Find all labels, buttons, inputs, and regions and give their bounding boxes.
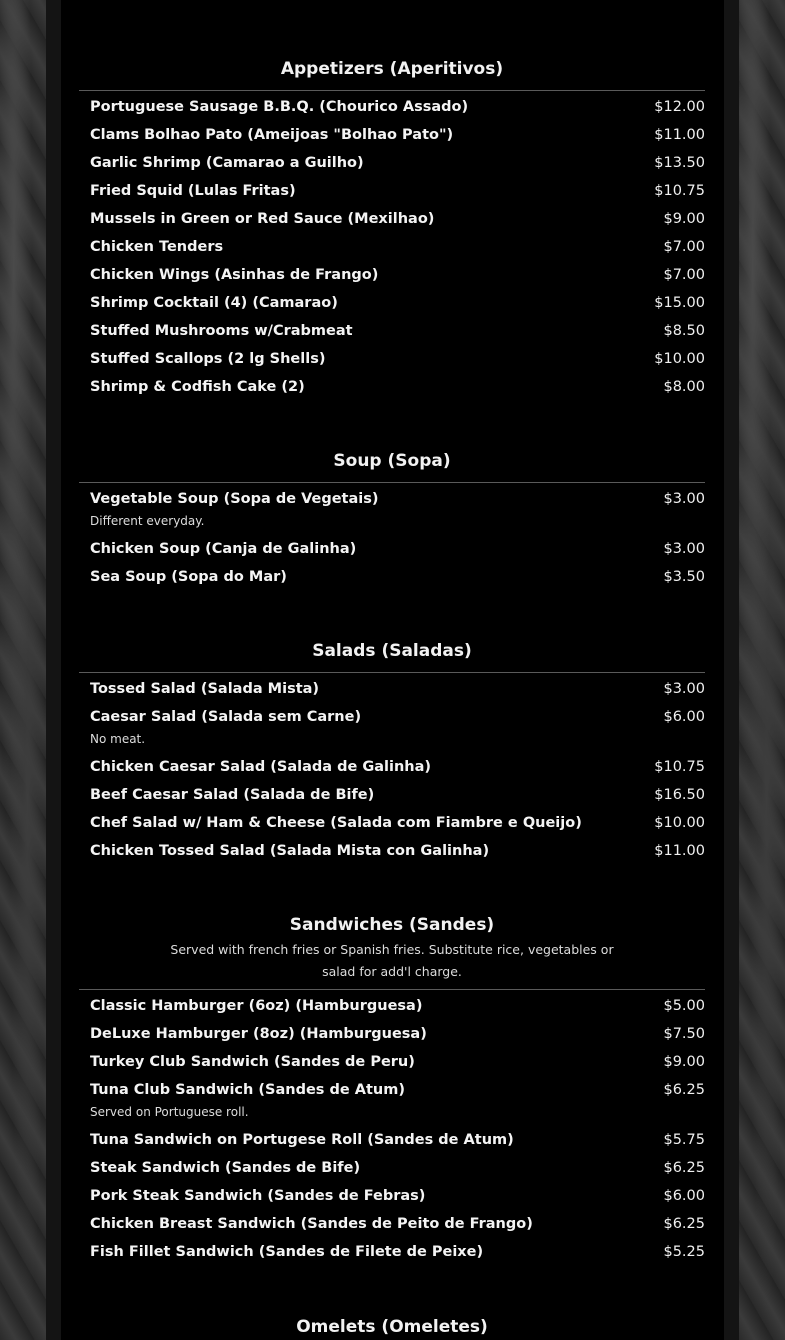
menu-item[interactable] (79, 1210, 705, 1238)
menu-item-name: Shrimp & Codfish Cake (2) (90, 379, 305, 395)
menu-item-name: Portuguese Sausage B.B.Q. (Chourico Assado) (90, 99, 469, 115)
menu-item[interactable] (79, 1126, 705, 1154)
section-title: Omelets (Omeletes) (296, 1317, 488, 1337)
menu-item-name: Fried Squid (Lulas Fritas) (90, 183, 296, 199)
menu-item[interactable] (79, 345, 705, 373)
menu-item-price: $3.00 (663, 681, 705, 697)
menu-item[interactable] (79, 837, 705, 865)
menu-item-price: $3.50 (663, 569, 705, 585)
menu-item-price: $10.75 (654, 183, 705, 199)
menu-item[interactable] (79, 1182, 705, 1210)
section-title: Soup (Sopa) (333, 451, 451, 471)
menu-item-price: $15.00 (654, 295, 705, 311)
menu-item[interactable] (79, 205, 705, 233)
menu-item[interactable] (79, 261, 705, 289)
menu-item-price: $10.00 (654, 815, 705, 831)
menu-item[interactable] (79, 1048, 705, 1076)
menu-item-description: No meat. (90, 732, 146, 746)
menu-item-price: $5.00 (663, 998, 705, 1014)
menu-section-soup (79, 449, 705, 591)
menu-item-price: $7.00 (663, 239, 705, 255)
menu-item[interactable] (79, 703, 705, 753)
menu-item[interactable] (79, 992, 705, 1020)
menu-item-price: $5.25 (663, 1244, 705, 1260)
menu-item-price: $7.50 (663, 1026, 705, 1042)
menu-item[interactable] (79, 93, 705, 121)
menu-item-name: Chicken Soup (Canja de Galinha) (90, 541, 357, 557)
menu-item-price: $3.00 (663, 491, 705, 507)
menu-item-name: Tuna Sandwich on Portugese Roll (Sandes de Atum) (90, 1132, 514, 1148)
section-description: Served with french fries or Spanish fries. Substitute rice, vegetables or salad for add'l charge. (170, 942, 614, 979)
menu-item-name: Chicken Caesar Salad (Salada de Galinha) (90, 759, 432, 775)
menu-item-price: $6.00 (663, 709, 705, 725)
menu-item-name: Chicken Wings (Asinhas de Frango) (90, 267, 379, 283)
menu-item-name: Beef Caesar Salad (Salada de Bife) (90, 787, 375, 803)
menu-item-name: DeLuxe Hamburger (8oz) (Hamburguesa) (90, 1026, 427, 1042)
menu-item-price: $11.00 (654, 127, 705, 143)
menu-section-appetizers (79, 57, 705, 401)
menu-item[interactable] (79, 121, 705, 149)
menu-item-description: Different everyday. (90, 514, 205, 528)
menu-item-price: $3.00 (663, 541, 705, 557)
menu-item[interactable] (79, 675, 705, 703)
menu-item-name: Tossed Salad (Salada Mista) (90, 681, 320, 697)
menu-item[interactable] (79, 485, 705, 535)
menu-item-price: $6.25 (663, 1082, 705, 1098)
menu-item-price: $6.25 (663, 1216, 705, 1232)
menu-item-name: Tuna Club Sandwich (Sandes de Atum) (90, 1082, 405, 1098)
menu-section-omelets (79, 1315, 705, 1339)
menu-item[interactable] (79, 1154, 705, 1182)
menu-item-price: $10.75 (654, 759, 705, 775)
menu-item-name: Fish Fillet Sandwich (Sandes de Filete de Peixe) (90, 1244, 484, 1260)
menu-item-price: $9.00 (663, 211, 705, 227)
menu-item-name: Clams Bolhao Pato (Ameijoas "Bolhao Pato") (90, 127, 454, 143)
menu-item-description: Served on Portuguese roll. (90, 1105, 249, 1119)
menu-item-name: Pork Steak Sandwich (Sandes de Febras) (90, 1188, 426, 1204)
menu-item-name: Turkey Club Sandwich (Sandes de Peru) (90, 1054, 415, 1070)
menu-item[interactable] (79, 563, 705, 591)
menu-item-price: $7.00 (663, 267, 705, 283)
menu-item[interactable] (79, 1238, 705, 1266)
menu-item-name: Chicken Breast Sandwich (Sandes de Peito de Frango) (90, 1216, 533, 1232)
menu-item-name: Shrimp Cocktail (4) (Camarao) (90, 295, 338, 311)
menu-item[interactable] (79, 289, 705, 317)
menu-item-price: $8.50 (663, 323, 705, 339)
background-texture-right (739, 0, 785, 1340)
menu-item-price: $6.25 (663, 1160, 705, 1176)
menu-item[interactable] (79, 1076, 705, 1126)
menu-item-price: $12.00 (654, 99, 705, 115)
section-title: Sandwiches (Sandes) (289, 915, 495, 935)
background-texture-left (0, 0, 46, 1340)
section-title: Appetizers (Aperitivos) (280, 59, 504, 79)
menu-item-name: Caesar Salad (Salada sem Carne) (90, 709, 362, 725)
menu-item-price: $16.50 (654, 787, 705, 803)
menu-item[interactable] (79, 809, 705, 837)
menu-item[interactable] (79, 1020, 705, 1048)
menu-item-name: Vegetable Soup (Sopa de Vegetais) (90, 491, 379, 507)
menu-item-price: $5.75 (663, 1132, 705, 1148)
menu-item[interactable] (79, 317, 705, 345)
menu-item-name: Chicken Tenders (90, 239, 224, 255)
menu-item-name: Chicken Tossed Salad (Salada Mista con Galinha) (90, 843, 490, 859)
menu-item[interactable] (79, 781, 705, 809)
menu-item[interactable] (79, 177, 705, 205)
menu-item-price: $8.00 (663, 379, 705, 395)
menu-item-name: Mussels in Green or Red Sauce (Mexilhao) (90, 211, 435, 227)
menu-item-name: Classic Hamburger (6oz) (Hamburguesa) (90, 998, 423, 1014)
menu-item-name: Steak Sandwich (Sandes de Bife) (90, 1160, 361, 1176)
menu-item-name: Sea Soup (Sopa do Mar) (90, 569, 287, 585)
menu-section-sandwiches (79, 913, 705, 1266)
menu-item[interactable] (79, 149, 705, 177)
menu-item-price: $6.00 (663, 1188, 705, 1204)
menu-item-price: $13.50 (654, 155, 705, 171)
menu-item[interactable] (79, 753, 705, 781)
menu-item-name: Stuffed Scallops (2 lg Shells) (90, 351, 326, 367)
menu-item-price: $9.00 (663, 1054, 705, 1070)
menu-item-price: $11.00 (654, 843, 705, 859)
menu-section-salads (79, 639, 705, 865)
menu-item-name: Chef Salad w/ Ham & Cheese (Salada com Fiambre e Queijo) (90, 815, 582, 831)
menu-item-name: Stuffed Mushrooms w/Crabmeat (90, 323, 353, 339)
menu-item-name: Garlic Shrimp (Camarao a Guilho) (90, 155, 364, 171)
menu-item[interactable] (79, 535, 705, 563)
menu-item[interactable] (79, 373, 705, 401)
menu-item-price: $10.00 (654, 351, 705, 367)
menu-item[interactable] (79, 233, 705, 261)
section-title: Salads (Saladas) (312, 641, 472, 661)
